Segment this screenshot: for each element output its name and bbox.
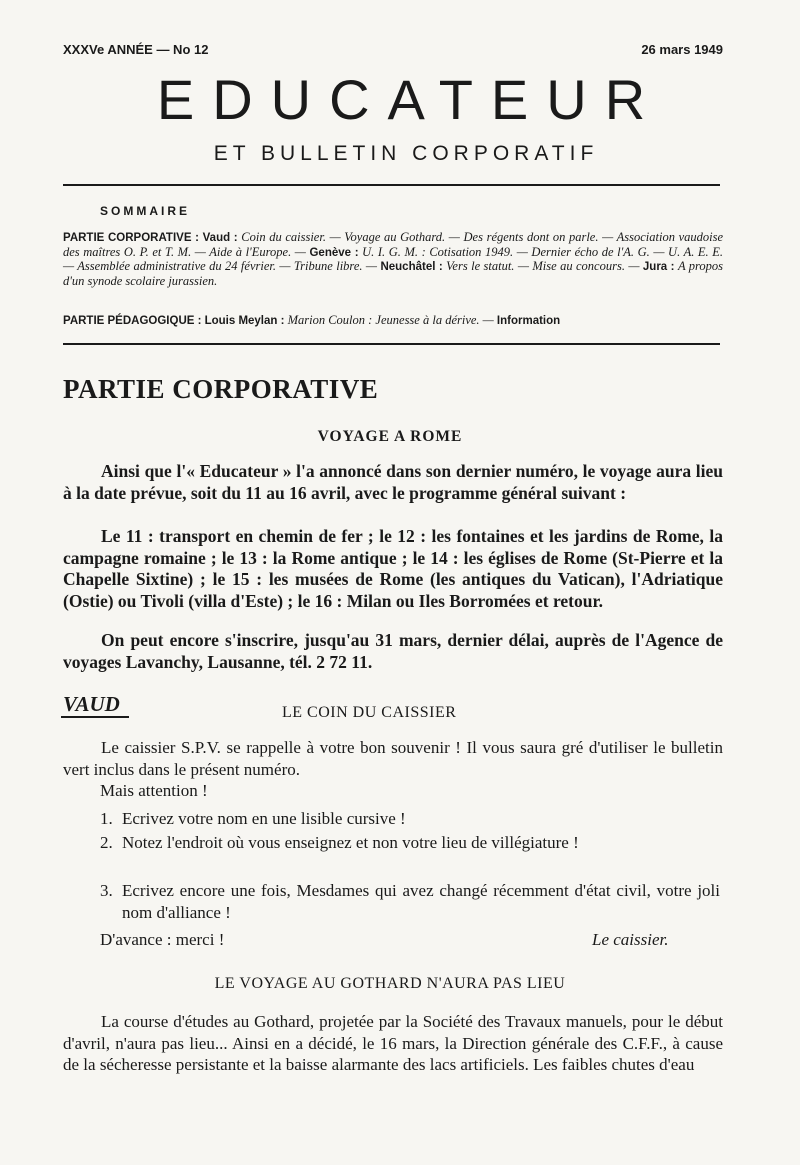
sommaire-geneve-text: U. I. G. M. : Cotisation 1949. — Dernier écho de l'A. G. — U. A. E. E. — Assemblée administrative du 24 février. — Tribune libre. — bbox=[63, 244, 724, 273]
vaud-label: VAUD bbox=[63, 692, 120, 716]
voyage-rome-title: VOYAGE A ROME bbox=[317, 428, 463, 445]
sommaire-geneve-label: Genève : bbox=[309, 246, 359, 259]
sommaire-corp-label: PARTIE CORPORATIVE : bbox=[63, 232, 200, 244]
sommaire-corporative bbox=[63, 231, 723, 288]
issue-line bbox=[63, 42, 723, 62]
sommaire-peda-info: Information bbox=[496, 315, 561, 327]
divider-top bbox=[63, 184, 720, 186]
gothard-paragraph: La course d'études au Gothard, projetée par la Société des Travaux manuels, pour le début d'avril, n'aura pas lieu... Ainsi en a décidé, le 16 mars, la Direction générale des C.F.F., à cause de la sécheresse persistante et la baisse alarmante des lacs artificiels. Les faibles chutes d'eau bbox=[63, 1012, 723, 1074]
sommaire-vaud-text: Coin du caissier. — Voyage au Gothard. — Des régents dont on parle. — Association vaudoise des maîtres O. P. et T. M. — Aide à l'Europe. — bbox=[63, 230, 723, 259]
voyage-paragraph-1: Ainsi que l'« Educateur » l'a annoncé dans son dernier numéro, le voyage aura lieu à la date prévue, soit du 11 au 16 avril, avec le programme général suivant : bbox=[63, 461, 723, 503]
list-item bbox=[100, 880, 720, 923]
list-item-number: 3. bbox=[100, 881, 113, 900]
attention-line: Mais attention ! bbox=[100, 781, 208, 800]
voyage-paragraph-3: On peut encore s'inscrire, jusqu'au 31 mars, dernier délai, auprès de l'Agence de voyages Lavanchy, Lausanne, tél. 2 72 11. bbox=[63, 630, 723, 672]
list-item-text: Ecrivez encore une fois, Mesdames qui avez changé récemment d'état civil, votre joli nom d'alliance ! bbox=[122, 881, 720, 922]
caissier-paragraph: Le caissier S.P.V. se rappelle à votre bon souvenir ! Il vous saura gré d'utiliser le bulletin vert inclus dans le présent numéro. bbox=[63, 738, 723, 779]
sommaire-vaud-label: Vaud : bbox=[202, 232, 238, 244]
issue-number: XXXVe ANNÉE — No 12 bbox=[63, 42, 209, 57]
issue-date: 26 mars 1949 bbox=[641, 42, 723, 57]
list-item-number: 2. bbox=[100, 833, 113, 852]
list-item bbox=[100, 808, 720, 830]
sommaire-peda-text: Marion Coulon : Jeunesse à la dérive. — bbox=[287, 313, 494, 327]
sommaire-peda-author: Louis Meylan : bbox=[204, 315, 285, 327]
list-item-text: Ecrivez votre nom en une lisible cursive ! bbox=[122, 809, 406, 828]
section-heading: PARTIE CORPORATIVE bbox=[63, 374, 379, 404]
sommaire-neuchatel-label: Neuchâtel : bbox=[380, 261, 443, 273]
list-item bbox=[100, 832, 720, 854]
gothard-title: LE VOYAGE AU GOTHARD N'AURA PAS LIEU bbox=[214, 975, 566, 992]
merci-line: D'avance : merci ! bbox=[100, 930, 225, 949]
divider-bottom bbox=[63, 343, 720, 345]
list-item-number: 1. bbox=[100, 809, 113, 828]
sommaire-peda-label: PARTIE PÉDAGOGIQUE : bbox=[63, 315, 202, 327]
masthead-title: EDUCATEUR bbox=[156, 68, 664, 131]
sommaire-pedagogique bbox=[63, 314, 723, 329]
voyage-paragraph-2: Le 11 : transport en chemin de fer ; le 12 : les fontaines et les jardins de Rome, la campagne romaine ; le 13 : la Rome antique ; le 14 : les églises de Rome (St-Pierre et la Chapelle Sixtine) ; le 15 : les musées de Rome (les antiques du Vatican), l'Adriatique (Ostie) ou Tivoli (villa d'Este) ; le 16 : Milan ou Iles Borromées et retour. bbox=[63, 526, 723, 611]
vaud-underline bbox=[61, 716, 129, 718]
sommaire-title: SOMMAIRE bbox=[100, 204, 190, 218]
signature: Le caissier. bbox=[592, 930, 669, 949]
masthead-subtitle: ET BULLETIN CORPORATIF bbox=[213, 142, 599, 165]
sommaire-neuchatel-text: Vers le statut. — Mise au concours. — bbox=[446, 259, 640, 273]
sommaire-jura-text: A propos d'un synode scolaire jurassien. bbox=[63, 259, 724, 288]
list-item-text: Notez l'endroit où vous enseignez et non votre lieu de villégiature ! bbox=[122, 833, 579, 852]
sommaire-jura-label: Jura : bbox=[642, 261, 675, 273]
caissier-title: LE COIN DU CAISSIER bbox=[282, 704, 457, 721]
